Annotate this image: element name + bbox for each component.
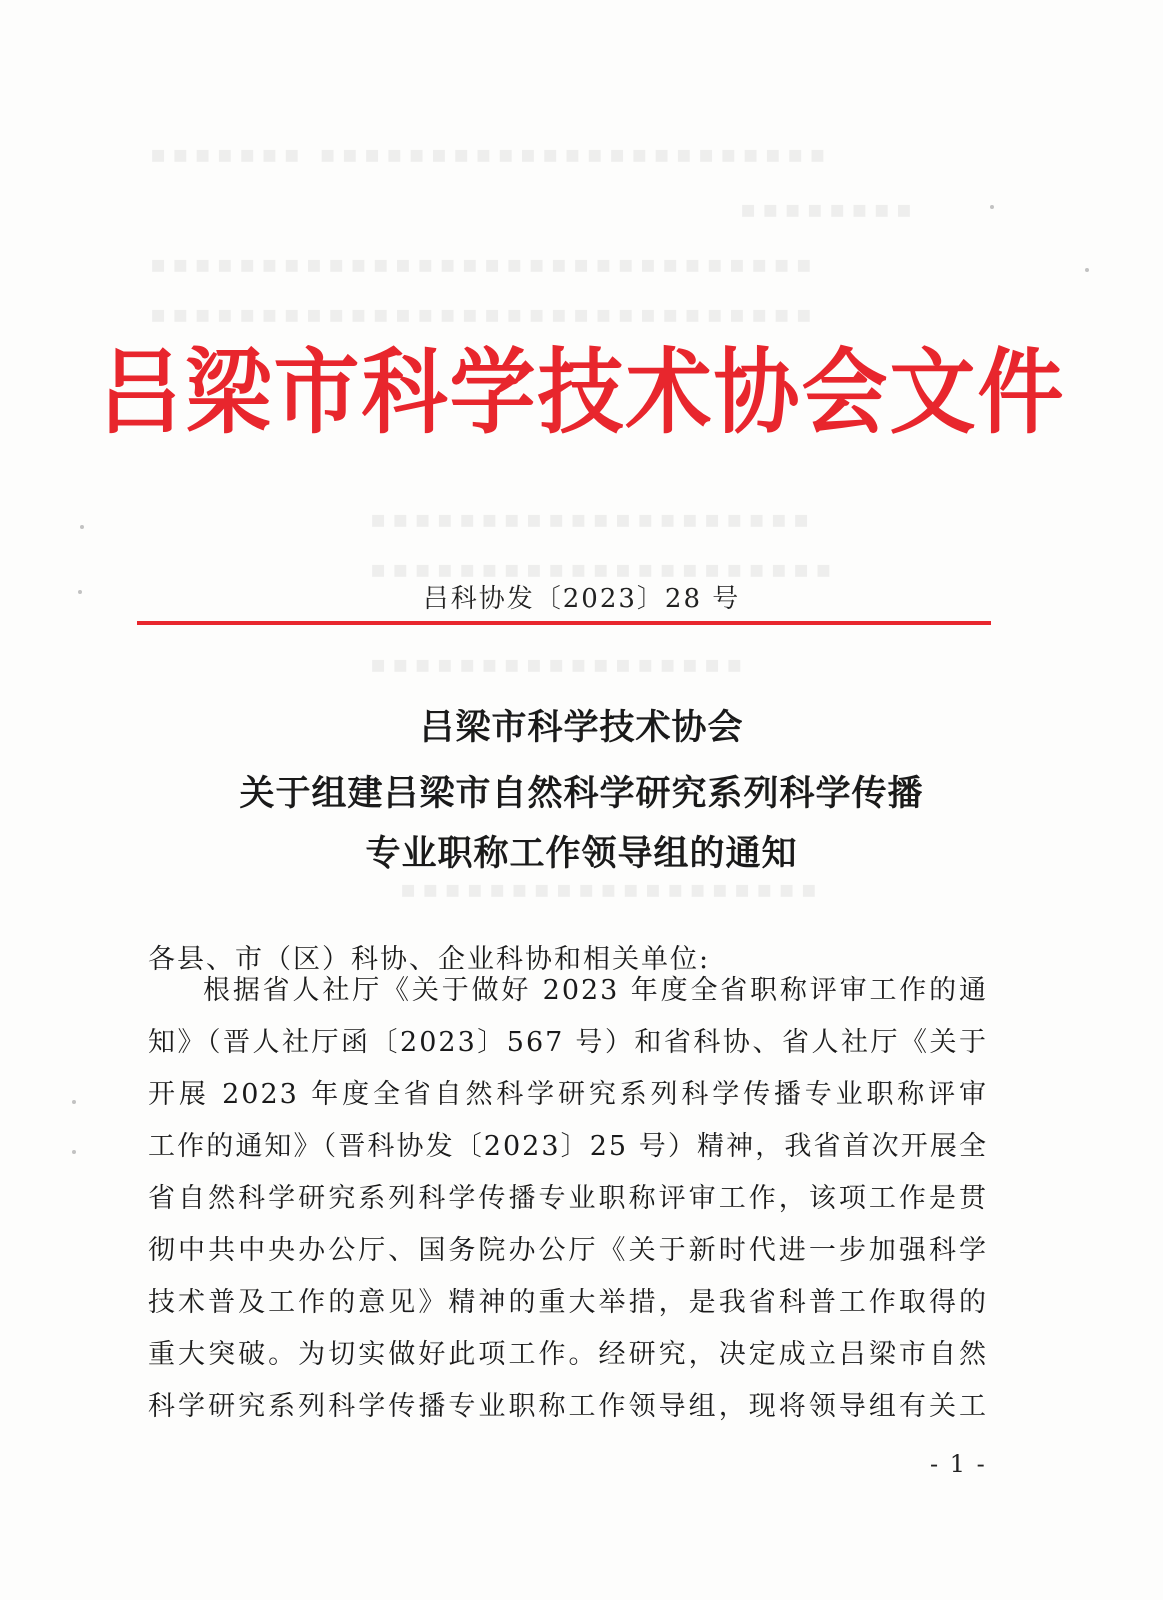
page-number: - 1 - bbox=[930, 1450, 987, 1478]
body-text-line: 省自然科学研究系列科学传播专业职称评审工作，该项工作是贯 bbox=[148, 1183, 988, 1214]
scan-speck bbox=[80, 525, 84, 529]
body-text-line: 开展 2023 年度全省自然科学研究系列科学传播专业职称评审 bbox=[148, 1079, 988, 1110]
body-text-line: 知》（晋人社厅函〔2023〕567 号）和省科协、省人社厅《关于 bbox=[148, 1027, 988, 1058]
notice-title-line-1: 吕梁市科学技术协会 bbox=[419, 708, 744, 748]
red-divider-line bbox=[137, 621, 991, 625]
body-text-line: 工作的通知》（晋科协发〔2023〕25 号）精神，我省首次开展全 bbox=[148, 1131, 988, 1162]
scan-speck bbox=[72, 1150, 76, 1154]
addressee-line: 各县、市（区）科协、企业科协和相关单位: bbox=[148, 944, 711, 975]
show-through-texture: ▪▪▪▪▪▪▪▪▪▪▪▪▪▪▪▪▪▪▪▪▪▪▪▪▪▪▪▪▪▪ bbox=[150, 300, 818, 328]
body-text-line: 重大突破。为切实做好此项工作。经研究，决定成立吕梁市自然 bbox=[148, 1339, 988, 1370]
scan-speck bbox=[990, 205, 994, 209]
document-masthead: 吕梁市科学技术协会文件 bbox=[97, 339, 1066, 447]
body-text-line: 根据省人社厅《关于做好 2023 年度全省职称评审工作的通 bbox=[203, 975, 988, 1006]
show-through-texture: ▪▪▪▪▪▪▪▪▪▪▪▪▪▪▪▪▪▪▪▪▪▪▪▪▪▪▪▪▪▪ bbox=[150, 250, 818, 278]
notice-title-line-2: 关于组建吕梁市自然科学研究系列科学传播 bbox=[239, 774, 924, 814]
show-through-texture: ▪▪▪▪▪▪▪▪▪▪▪▪▪▪▪▪▪ bbox=[370, 650, 749, 678]
show-through-texture: ▪▪▪▪▪▪▪▪ bbox=[740, 195, 919, 223]
show-through-texture: ▪▪▪▪▪▪▪▪▪▪▪▪▪▪▪▪▪▪▪▪ bbox=[370, 505, 816, 533]
scan-speck bbox=[1085, 268, 1089, 272]
show-through-texture: ▪▪▪▪▪▪▪ ▪▪▪▪▪▪▪▪▪▪▪▪▪▪▪▪▪▪▪▪▪▪▪ bbox=[150, 140, 832, 168]
body-text-line: 技术普及工作的意见》精神的重大举措，是我省科普工作取得的 bbox=[148, 1287, 988, 1318]
body-text-line: 科学研究系列科学传播专业职称工作领导组，现将领导组有关工 bbox=[148, 1391, 988, 1422]
scan-speck bbox=[72, 1100, 76, 1104]
body-text-line: 彻中共中央办公厅、国务院办公厅《关于新时代进一步加强科学 bbox=[148, 1235, 988, 1266]
show-through-texture: ▪▪▪▪▪▪▪▪▪▪▪▪▪▪▪▪▪▪▪▪▪ bbox=[370, 555, 838, 583]
notice-title-line-3: 专业职称工作领导组的通知 bbox=[365, 834, 798, 874]
document-number: 吕科协发〔2023〕28 号 bbox=[422, 584, 741, 614]
show-through-texture: ▪▪▪▪▪▪▪▪▪▪▪▪▪▪▪▪▪▪▪ bbox=[400, 875, 824, 903]
